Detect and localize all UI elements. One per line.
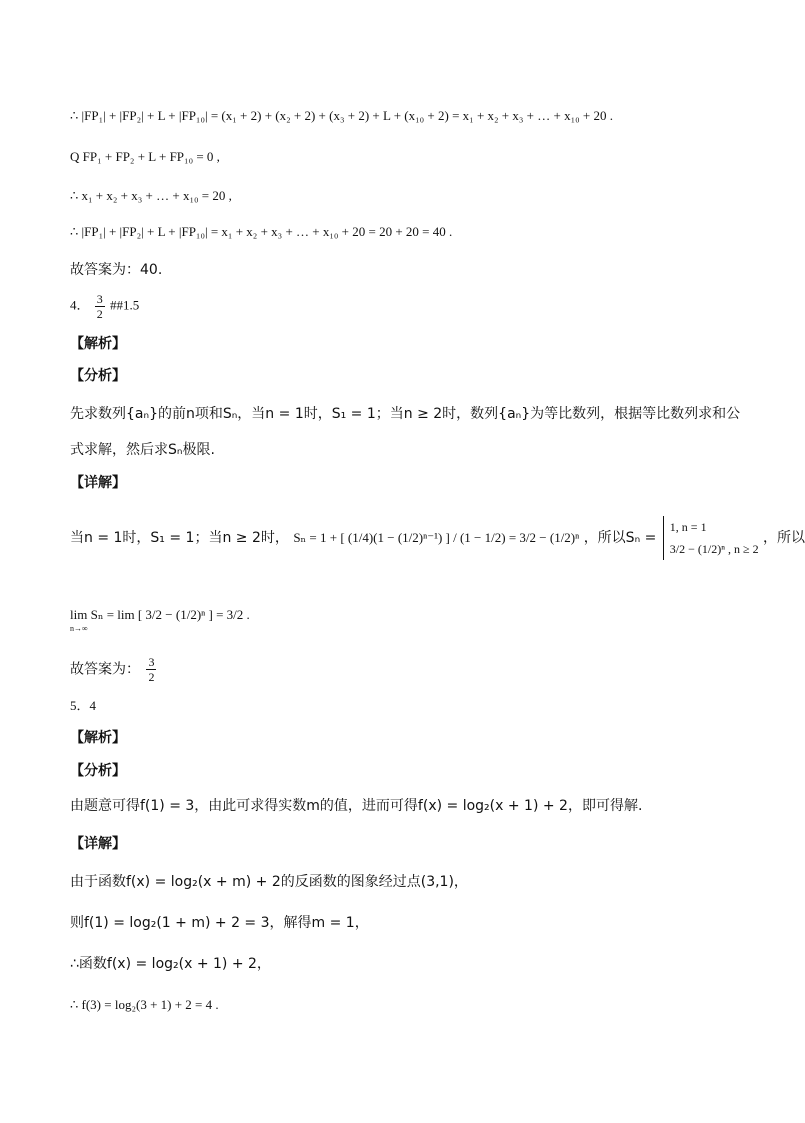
analysis-q5: 由题意可得f(1) = 3，由此可求得实数m的值，进而可得f(x) = log₂(x + 1) + 2，即可得解. <box>70 798 643 814</box>
piecewise-sn <box>663 516 759 560</box>
analysis-q4-line2: 式求解，然后求Sₙ极限. <box>70 442 215 458</box>
section-tag-fenxi-2: 【分析】 <box>70 763 126 779</box>
detail-q4-mid: ，所以Sₙ = <box>583 530 657 546</box>
fraction-numerator: 3 <box>148 655 155 669</box>
solution-line-x-sum: ∴ x₁ + x₂ + x₃ + … + x₁₀ = 20 , <box>70 188 232 203</box>
detail-q4-intro: 当n = 1时，S₁ = 1；当n ≥ 2时， <box>70 530 289 546</box>
case-one: 1, n = 1 <box>669 520 707 534</box>
detail-q4-end: ，所以 <box>763 530 805 546</box>
sn-expression: Sₙ = 1 + [ (1/4)(1 − (1/2)ⁿ⁻¹) ] / (1 − 1/2) = 3/2 − (1/2)ⁿ <box>293 530 580 545</box>
solution-line-result: ∴ |FP₁| + |FP₂| + L + |FP₁₀| = x₁ + x₂ + x₃ + … + x₁₀ + 20 = 20 + 20 = 40 . <box>70 224 453 239</box>
solution-line-vector-sum: Q FP₁ + FP₂ + L + FP₁₀ = 0 , <box>70 149 220 164</box>
detail-q5-line4: ∴ f(3) = log₂(3 + 1) + 2 = 4 . <box>70 997 219 1012</box>
answer-line-q4 <box>70 655 158 684</box>
fraction-answer-3-2 <box>146 655 156 684</box>
section-tag-fenxi: 【分析】 <box>70 368 126 384</box>
limit-subscript: n→∞ <box>70 624 88 633</box>
detail-q5-line2: 则f(1) = log₂(1 + m) + 2 = 3，解得m = 1， <box>70 915 369 931</box>
section-tag-jiexi-2: 【解析】 <box>70 730 126 746</box>
section-tag-xiangjie-2: 【详解】 <box>70 836 126 852</box>
fraction-denominator: 2 <box>96 307 103 321</box>
detail-q4-formula <box>70 516 805 560</box>
section-tag-xiangjie: 【详解】 <box>70 475 126 491</box>
limit-expression: lim Sₙ = lim [ 3/2 − (1/2)ⁿ ] = 3/2 . <box>70 607 250 622</box>
case-two: 3/2 − (1/2)ⁿ , n ≥ 2 <box>669 542 759 556</box>
question-5-answer: 5．4 <box>70 698 97 713</box>
detail-q5-line3: ∴函数f(x) = log₂(x + 1) + 2， <box>70 956 271 972</box>
question-4-answer <box>70 292 139 321</box>
detail-q5-line1: 由于函数f(x) = log₂(x + m) + 2的反函数的图象经过点(3,1)， <box>70 874 468 890</box>
limit-line <box>70 605 250 633</box>
fraction-denominator: 2 <box>148 670 155 684</box>
section-tag-jiexi: 【解析】 <box>70 336 126 352</box>
answer-prefix: 故答案为： <box>70 661 140 678</box>
answer-alt: ##1.5 <box>110 297 140 313</box>
fraction-3-2 <box>95 292 105 321</box>
fraction-numerator: 3 <box>96 292 103 306</box>
question-4-number: 4． <box>70 297 90 313</box>
answer-line-q3: 故答案为：40. <box>70 262 163 278</box>
solution-line-abs-sum: ∴ |FP₁| + |FP₂| + L + |FP₁₀| = (x₁ + 2) + (x₂ + 2) + (x₃ + 2) + L + (x₁₀ + 2) = x₁ + x₂ + x₃ + … + x₁₀ + 20 . <box>70 108 613 123</box>
analysis-q4-line1: 先求数列{aₙ}的前n项和Sₙ，当n = 1时，S₁ = 1；当n ≥ 2时，数列{aₙ}为等比数列，根据等比数列求和公 <box>70 406 741 422</box>
